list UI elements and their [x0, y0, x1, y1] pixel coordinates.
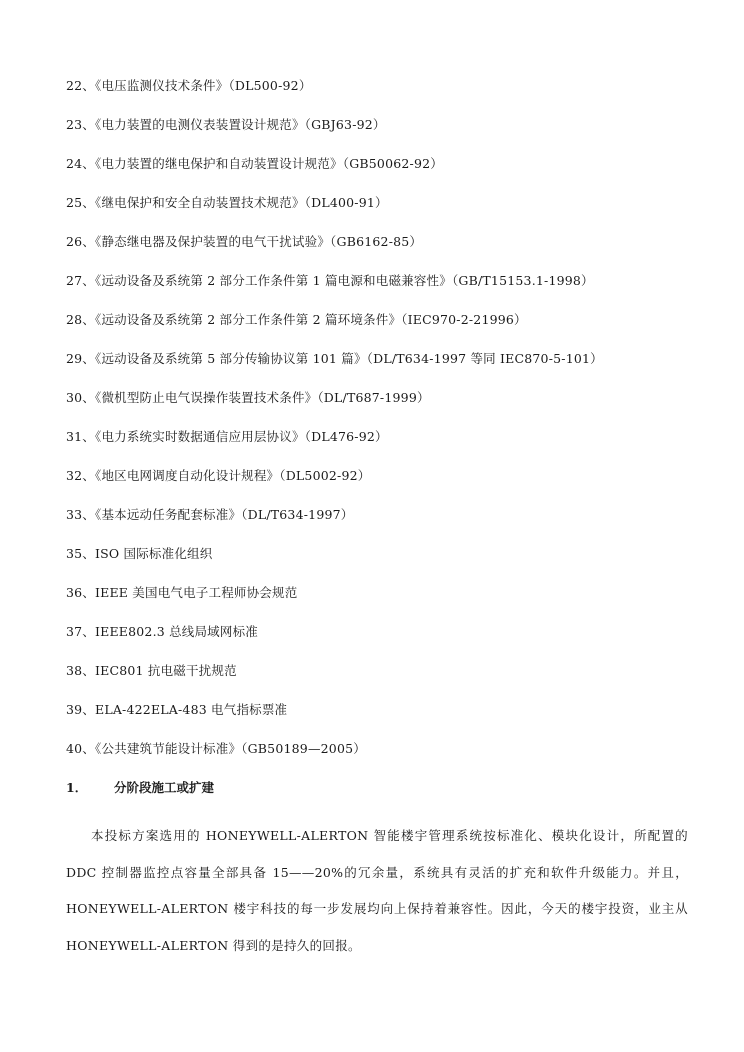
list-item: 39、ELA-422ELA-483 电气指标票准 [66, 702, 288, 717]
list-item: 29、《远动设备及系统第 5 部分传输协议第 101 篇》（DL/T634-1997 等同 IEC870-5-101） [66, 351, 603, 366]
list-item: 38、IEC801 抗电磁干扰规范 [66, 663, 237, 678]
list-item: 30、《微机型防止电气误操作装置技术条件》（DL/T687-1999） [66, 390, 430, 405]
section-heading [66, 778, 214, 798]
list-item: 32、《地区电网调度自动化设计规程》（DL5002-92） [66, 468, 371, 483]
body-paragraph: 本投标方案选用的 HONEYWELL-ALERTON 智能楼宇管理系统按标准化、模块化设计，所配置的 DDC 控制器监控点容量全部具备 15——20%的冗余量，系统具有灵活的扩充和软件升级能力。并且，HONEYWELL-ALERTON 楼宇科技的每一步发展均向上保持着兼容性。因此，今天的楼宇投资，业主从 HONEYWELL-ALERTON 得到的是持久的回报。 [66, 828, 688, 953]
section-title: 分阶段施工或扩建 [114, 780, 215, 795]
list-item: 25、《继电保护和安全自动装置技术规范》（DL400-91） [66, 195, 388, 210]
list-item: 40、《公共建筑节能设计标准》（GB50189—2005） [66, 741, 366, 756]
list-item: 22、《电压监测仪技术条件》（DL500-92） [66, 78, 312, 93]
list-item: 23、《电力装置的电测仪表装置设计规范》（GBJ63-92） [66, 117, 386, 132]
list-item: 37、IEEE802.3 总线局域网标准 [66, 624, 258, 639]
list-item: 33、《基本远动任务配套标准》（DL/T634-1997） [66, 507, 354, 522]
reference-standards-list [66, 76, 706, 778]
list-item: 27、《远动设备及系统第 2 部分工作条件第 1 篇电源和电磁兼容性》（GB/T15153.1-1998） [66, 273, 594, 288]
list-item: 24、《电力装置的继电保护和自动装置设计规范》（GB50062-92） [66, 156, 443, 171]
section-number: 1． [66, 780, 88, 795]
list-item: 35、ISO 国际标准化组织 [66, 546, 213, 561]
list-item: 26、《静态继电器及保护装置的电气干扰试验》（GB6162-85） [66, 234, 423, 249]
list-item: 36、IEEE 美国电气电子工程师协会规范 [66, 585, 298, 600]
list-item: 31、《电力系统实时数据通信应用层协议》（DL476-92） [66, 429, 388, 444]
list-item: 28、《远动设备及系统第 2 部分工作条件第 2 篇环境条件》（IEC970-2-21996） [66, 312, 527, 327]
